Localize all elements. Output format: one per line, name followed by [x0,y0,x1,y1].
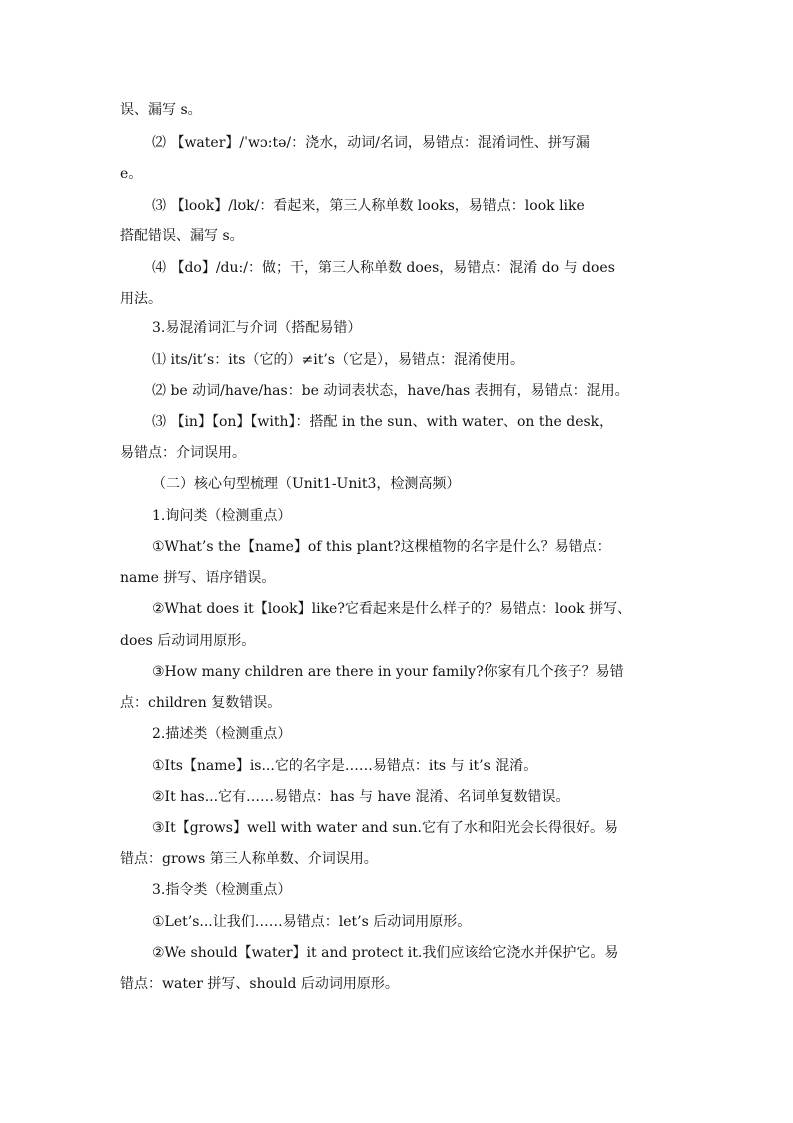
text-line: ①What’s the【name】of this plant?这棵植物的名字是什么？易错点： [152,539,611,555]
text-line: ①Let’s...让我们……易错点：let’s 后动词用原形。 [152,914,472,930]
text-line: 错点：grows 第三人称单数、介词误用。 [120,851,378,867]
text-line: 用法。 [120,291,162,307]
text-line: 搭配错误、漏写 s。 [120,228,244,244]
text-line: 易错点：介词误用。 [120,445,246,461]
subsection-heading: 3.指令类（检测重点） [152,882,292,898]
section-heading: 3.易混淆词汇与介词（搭配易错） [152,320,362,336]
text-line: ③How many children are there in your family?你家有几个孩子？易错 [152,664,624,680]
text-line: 错点：water 拼写、should 后动词用原形。 [120,976,399,992]
text-line: ⑶ 【look】/lʊk/：看起来，第三人称单数 looks，易错点：look like [152,198,585,214]
text-line: 误、漏写 s。 [120,102,202,118]
section-heading: （二）核心句型梳理（Unit1-Unit3，检测高频） [152,476,461,492]
text-line: ⑷ 【do】/du:/：做；干，第三人称单数 does，易错点：混淆 do 与 does [152,260,615,276]
text-line: name 拼写、语序错误。 [120,570,276,586]
text-line: ②What does it【look】like?它看起来是什么样子的？易错点：look 拼写、 [152,601,632,617]
text-line: 点：children 复数错误。 [120,695,282,711]
subsection-heading: 2.描述类（检测重点） [152,726,292,742]
text-line: does 后动词用原形。 [120,633,256,649]
text-line: ⑴ its/it’s：its（它的）≠it’s（它是），易错点：混淆使用。 [152,352,524,368]
text-line: ②It has...它有……易错点：has 与 have 混淆、名词单复数错误。 [152,789,570,805]
text-line: ②We should【water】it and protect it.我们应该给它浇水并保护它。易 [152,945,619,961]
text-line: ①Its【name】is...它的名字是……易错点：its 与 it’s 混淆。 [152,758,538,774]
text-line: ⑵ 【water】/ˈwɔ:tə/：浇水，动词/名词，易错点：混淆词性、拼写漏 [152,135,590,151]
text-line: ⑵ be 动词/have/has：be 动词表状态，have/has 表拥有，易错点：混用。 [152,383,629,399]
text-line: ③It【grows】well with water and sun.它有了水和阳光会长得很好。易 [152,820,619,836]
subsection-heading: 1.询问类（检测重点） [152,508,292,524]
text-line: e。 [120,166,143,182]
text-line: ⑶ 【in】【on】【with】：搭配 in the sun、with water、on the desk， [152,414,614,430]
